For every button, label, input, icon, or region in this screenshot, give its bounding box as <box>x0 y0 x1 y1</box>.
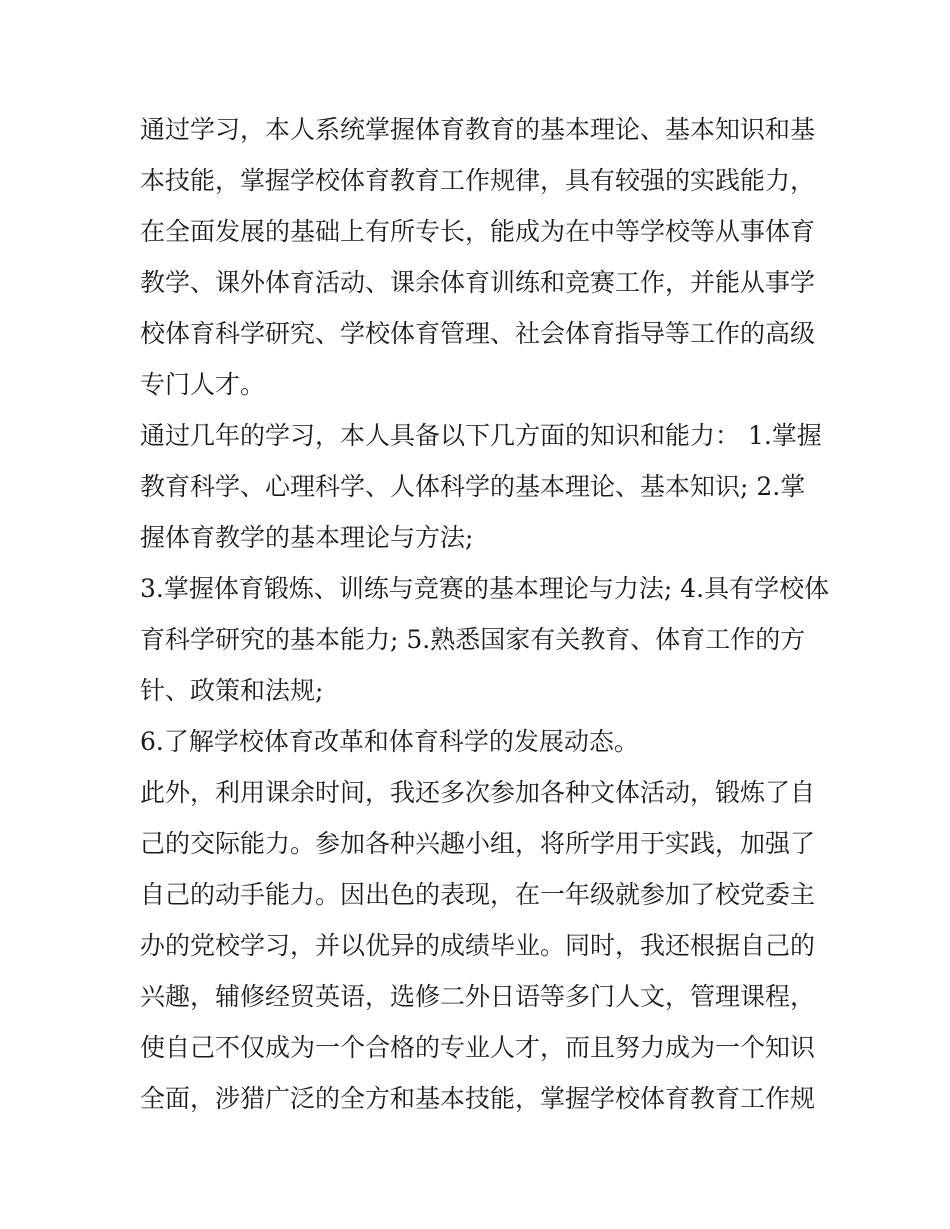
text-line: 教学、课外体育活动、课余体育训练和竞赛工作，并能从事学 <box>140 268 816 297</box>
text-line: 本技能，掌握学校体育教育工作规律，具有较强的实践能力， <box>140 166 816 195</box>
text-line: 自己的动手能力。因出色的表现，在一年级就参加了校党委主 <box>140 880 816 909</box>
text-line: 针、政策和法规; <box>140 676 324 705</box>
text-line: 己的交际能力。参加各种兴趣小组，将所学用于实践，加强了 <box>140 829 816 858</box>
text-line: 全面，涉猎广泛的全方和基本技能，掌握学校体育教育工作规 <box>140 1084 816 1113</box>
text-line: 此外，利用课余时间，我还多次参加各种文体活动，锻炼了自 <box>140 778 816 807</box>
text-line: 握体育教学的基本理论与方法; <box>140 523 474 552</box>
text-line: 兴趣，辅修经贸英语，选修二外日语等多门人文，管理课程， <box>140 982 816 1011</box>
text-line: 办的党校学习，并以优异的成绩毕业。同时，我还根据自己的 <box>140 931 816 960</box>
text-line: 通过几年的学习，本人具备以下几方面的知识和能力： 1.掌握 <box>140 421 822 450</box>
text-line: 专门人才。 <box>140 370 266 399</box>
text-line: 校体育科学研究、学校体育管理、社会体育指导等工作的高级 <box>140 319 816 348</box>
text-line: 育科学研究的基本能力; 5.熟悉国家有关教育、体育工作的方 <box>140 625 806 654</box>
text-line: 在全面发展的基础上有所专长，能成为在中等学校等从事体育 <box>140 217 816 246</box>
document-body <box>140 104 830 1124</box>
text-line: 通过学习，本人系统掌握体育教育的基本理论、基本知识和基 <box>140 115 816 144</box>
text-line: 使自己不仅成为一个合格的专业人才，而且努力成为一个知识 <box>140 1033 816 1062</box>
text-line: 3.掌握体育锻炼、训练与竞赛的基本理论与力法; 4.具有学校体 <box>140 574 830 603</box>
text-line: 教育科学、心理科学、人体科学的基本理论、基本知识; 2.掌 <box>140 472 806 501</box>
text-line: 6.了解学校体育改革和体育科学的发展动态。 <box>140 727 639 756</box>
